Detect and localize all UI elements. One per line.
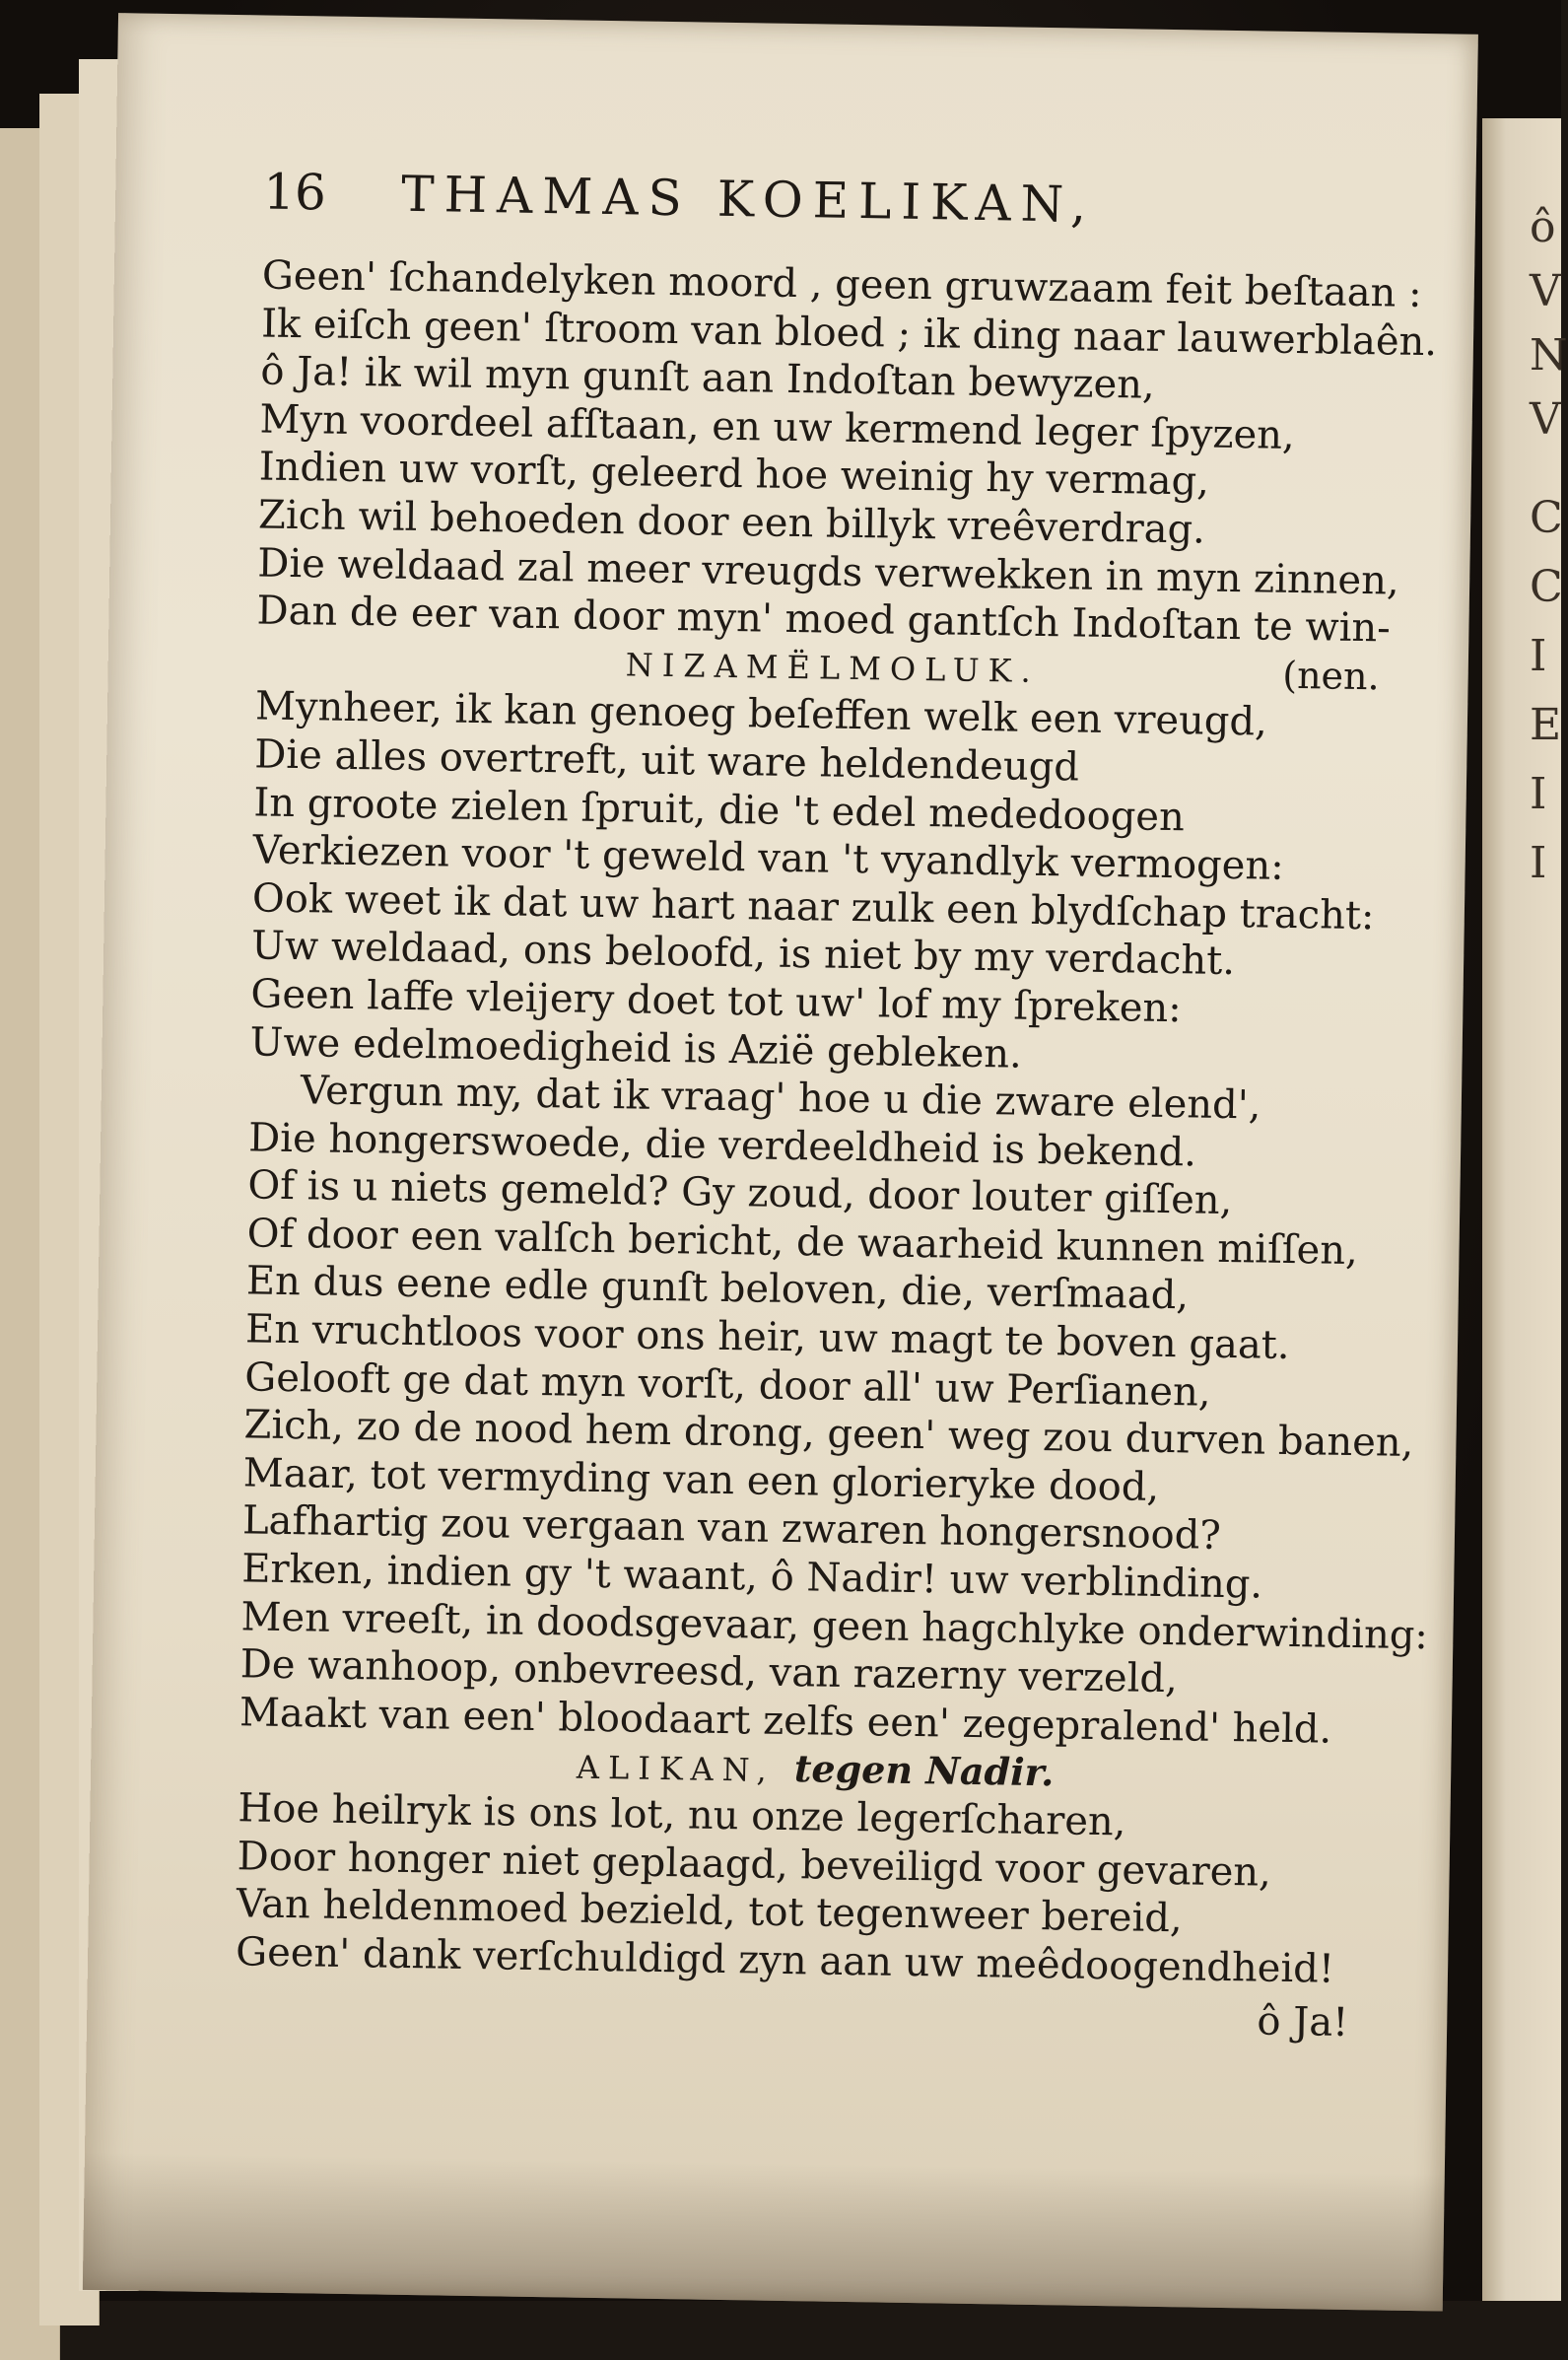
verse-line: Erken, indien gy 't waant, ô Nadir! uw verblinding. <box>240 1546 1263 1608</box>
verse-line: Geen' ſchandelyken moord , geen gruwzaam feit beſtaan : <box>261 252 1422 316</box>
verse-line: Lafhartig zou vergaan van zwaren hongersnood? <box>241 1497 1222 1560</box>
verse-line: Of door een valſch bericht, de waarheid kunnen miſſen, <box>246 1211 1359 1274</box>
speaker-name: NIZAMËLMOLUK. <box>625 646 1040 690</box>
verse-line: Indien uw vorſt, geleerd hoe weinig hy vermag, <box>258 444 1210 505</box>
verse-line: Ik eiſch geen' ſtroom van bloed ; ik ding naar lauwerblaên. <box>260 301 1438 365</box>
stage-direction: tegen Nadir. <box>793 1746 1055 1795</box>
verse-line: En vruchtloos voor ons heir, uw magt te boven gaat. <box>244 1306 1290 1369</box>
facing-page-letter: I <box>1530 838 1547 888</box>
verse-line: Die hongerswoede, die verdeeldheid is bekend. <box>247 1115 1197 1176</box>
facing-page-letter: V <box>1530 266 1561 316</box>
verse-line: Geen' dank verſchuldigd zyn aan uw meêdoogendheid! <box>235 1929 1335 1992</box>
verse-line: Door honger niet geplaagd, beveiligd voor gevaren, <box>237 1833 1272 1896</box>
page-number: 16 <box>262 163 327 222</box>
verse-line: Geen laffe vleijery doet tot uw' lof my ſpreken: <box>250 971 1183 1032</box>
facing-page-letter: N <box>1530 330 1568 381</box>
verse-line: En dus eene edle gunſt beloven, die, verſmaad, <box>245 1258 1190 1319</box>
verse-line: Van heldenmoed bezield, tot tegenweer bereid, <box>236 1881 1184 1942</box>
verse-line: Dan de eer van door myn' moed gantſch Indoſtan te win- <box>256 588 1392 652</box>
page-shadow <box>83 2152 1445 2312</box>
verse-line: In groote zielen ſpruit, die 't edel mededoogen <box>253 779 1186 840</box>
facing-page-letter: E <box>1530 700 1562 750</box>
verse-line: Ook weet ik dat uw hart naar zulk een blydſchap tracht: <box>251 875 1375 939</box>
facing-page-letter: C <box>1530 562 1563 612</box>
verse-line: Maar, tot vermyding van een glorieryke dood, <box>242 1450 1160 1510</box>
verse-line: Mynheer, ik kan genoeg beſeffen welk een vreugd, <box>254 683 1268 745</box>
verse-line: Gelooft ge dat myn vorſt, door all' uw Perſianen, <box>244 1354 1211 1416</box>
running-title: THAMAS KOELIKAN, <box>400 165 1097 234</box>
turnover-syllable: (nen. <box>1281 653 1381 699</box>
verse-line: Maakt van een' bloodaart zelfs een' zegepralend' held. <box>239 1690 1332 1753</box>
verse-line: Zich wil behoeden door een billyk vreêverdrag. <box>257 492 1206 553</box>
verse-line: Zich, zo de nood hem drong, geen' weg zou durven banen, <box>243 1402 1414 1467</box>
book-page <box>83 13 1478 2311</box>
verse-body <box>235 251 1438 1994</box>
catchword: ô Ja! <box>1257 1998 1349 2047</box>
facing-page-edge <box>1482 118 1568 2301</box>
verse-line: Uw weldaad, ons beloofd, is niet by my verdacht. <box>250 923 1236 985</box>
verse-line: Of is u niets gemeld? Gy zoud, door louter giſſen, <box>247 1162 1233 1224</box>
verse-line: De wanhoop, onbevreesd, van razerny verzeld, <box>239 1641 1179 1702</box>
verse-line: Die alles overtreft, uit ware heldendeugd <box>253 731 1080 791</box>
facing-page-letter: I <box>1530 631 1547 681</box>
verse-line: ô Ja! ik wil myn gunſt aan Indoſtan bewyzen, <box>260 348 1156 408</box>
verse-line: Hoe heilryk is ons lot, nu onze legerſcharen, <box>238 1785 1126 1845</box>
facing-page-letter: C <box>1530 493 1563 543</box>
facing-page-letter: ô <box>1530 202 1556 252</box>
speaker-name: ALIKAN, <box>576 1749 777 1790</box>
verse-line: Verkiezen voor 't geweld van 't vyandlyk vermogen: <box>252 827 1284 889</box>
verse-line: Die weldaad zal meer vreugds verwekken in myn zinnen, <box>256 540 1400 604</box>
verse-line: Uwe edelmoedigheid is Azië gebleken. <box>249 1018 1023 1077</box>
facing-page-letter: V <box>1530 394 1561 445</box>
verse-line: Men vreeſt, in doodsgevaar, geen hagchlyke onderwinding: <box>240 1593 1429 1658</box>
facing-page-letter: I <box>1530 769 1547 819</box>
verse-line: Vergun my, dat ik vraag' hoe u die zware elend', <box>300 1068 1261 1129</box>
verse-line: Myn voordeel afſtaan, en uw kermend leger ſpyzen, <box>259 396 1296 458</box>
page-text <box>235 163 1438 2053</box>
